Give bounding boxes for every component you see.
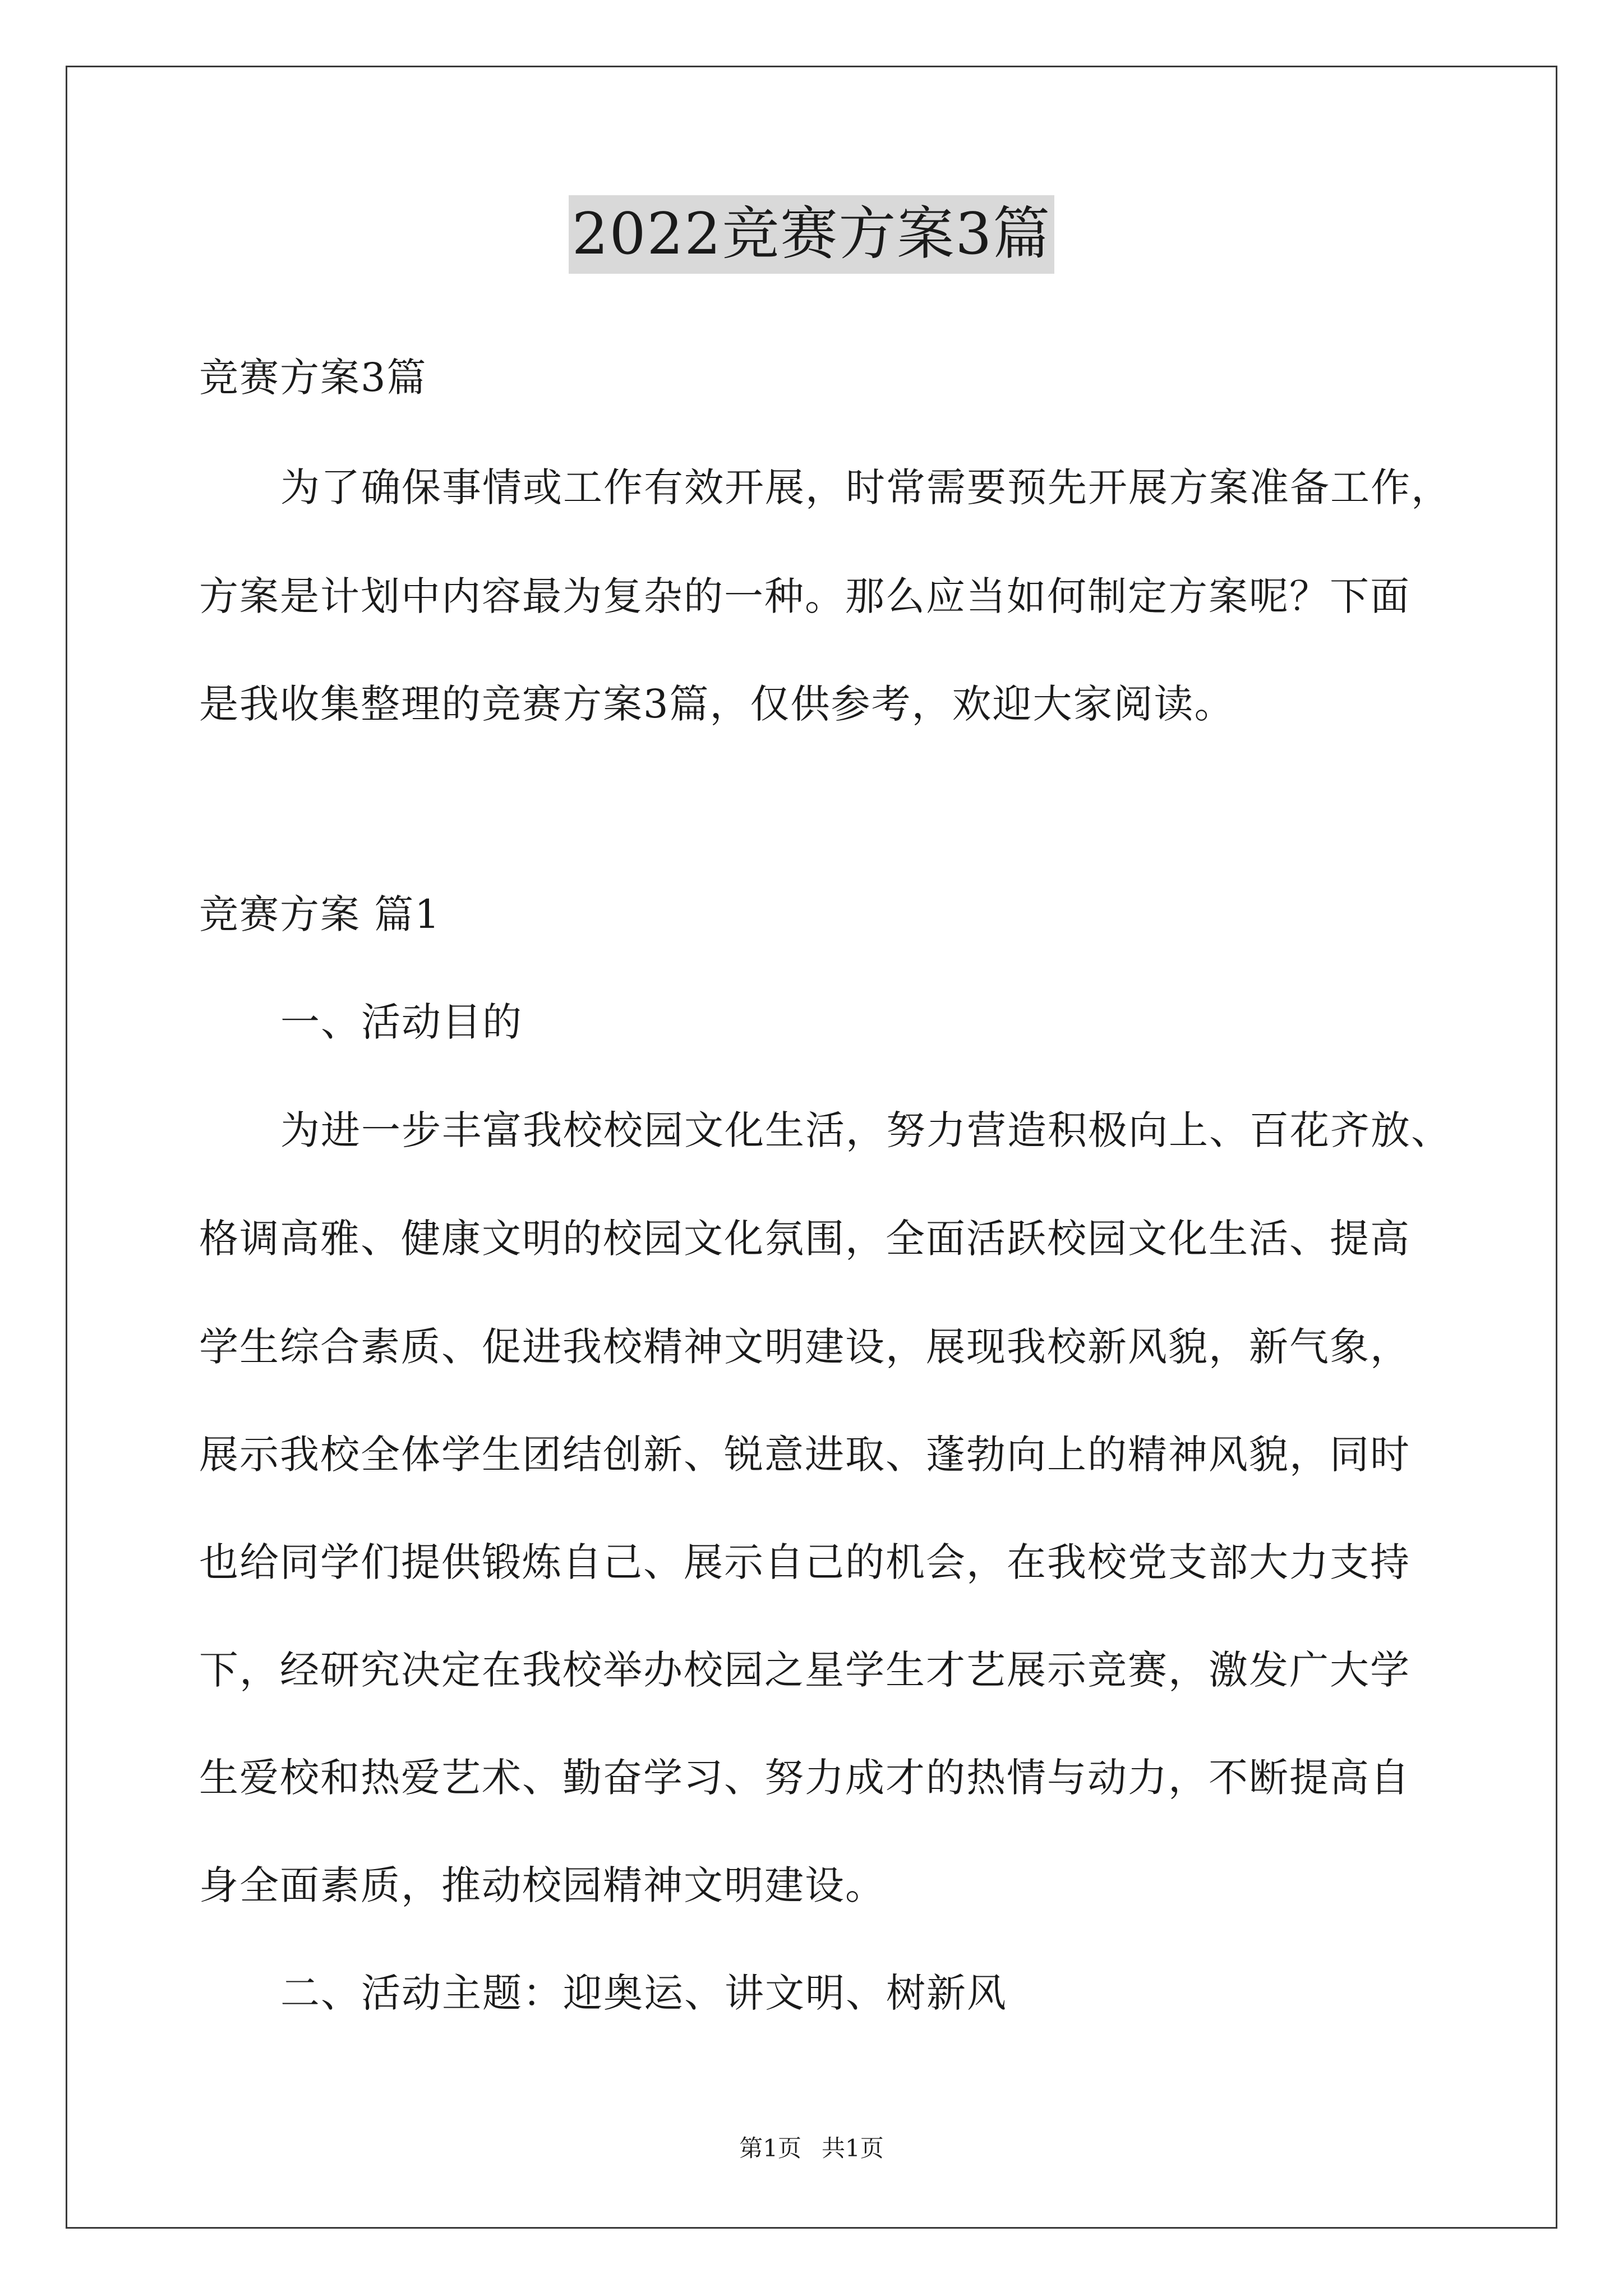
paragraph-line: 也给同学们提供锻炼自己、展示自己的机会，在我校党支部大力支持 [199,1539,1410,1585]
intro-line: 为了确保事情或工作有效开展，时常需要预先开展方案准备工作， [280,464,1451,510]
intro-line: 是我收集整理的竞赛方案3篇，仅供参考，欢迎大家阅读。 [199,681,1235,727]
paragraph-line: 下，经研究决定在我校举办校园之星学生才艺展示竞赛，激发广大学 [199,1647,1410,1693]
paragraph-line: 身全面素质，推动校园精神文明建设。 [199,1862,886,1908]
intro-line: 方案是计划中内容最为复杂的一种。那么应当如何制定方案呢？下面 [199,573,1410,619]
page-total: 共1页 [822,2134,884,2162]
document-title: 2022竞赛方案3篇 [569,195,1054,274]
title-container [0,195,1623,274]
paragraph-line: 展示我校全体学生团结创新、锐意进取、蓬勃向上的精神风貌，同时 [199,1432,1410,1478]
item2-heading: 二、活动主题：迎奥运、讲文明、树新风 [280,1970,1007,2016]
page-footer [0,2132,1623,2165]
paragraph-line: 生爱校和热爱艺术、勤奋学习、努力成才的热情与动力，不断提高自 [199,1755,1410,1801]
document-subtitle: 竞赛方案3篇 [199,355,427,401]
paragraph-line: 学生综合素质、促进我校精神文明建设，展现我校新风貌，新气象， [199,1324,1410,1370]
page-number: 第1页 [739,2134,801,2162]
paragraph-line: 为进一步丰富我校校园文化生活，努力营造积极向上、百花齐放、 [280,1107,1451,1153]
section-heading: 竞赛方案 篇1 [199,891,441,937]
item1-heading: 一、活动目的 [280,999,523,1045]
paragraph-line: 格调高雅、健康文明的校园文化氛围，全面活跃校园文化生活、提高 [199,1216,1410,1262]
